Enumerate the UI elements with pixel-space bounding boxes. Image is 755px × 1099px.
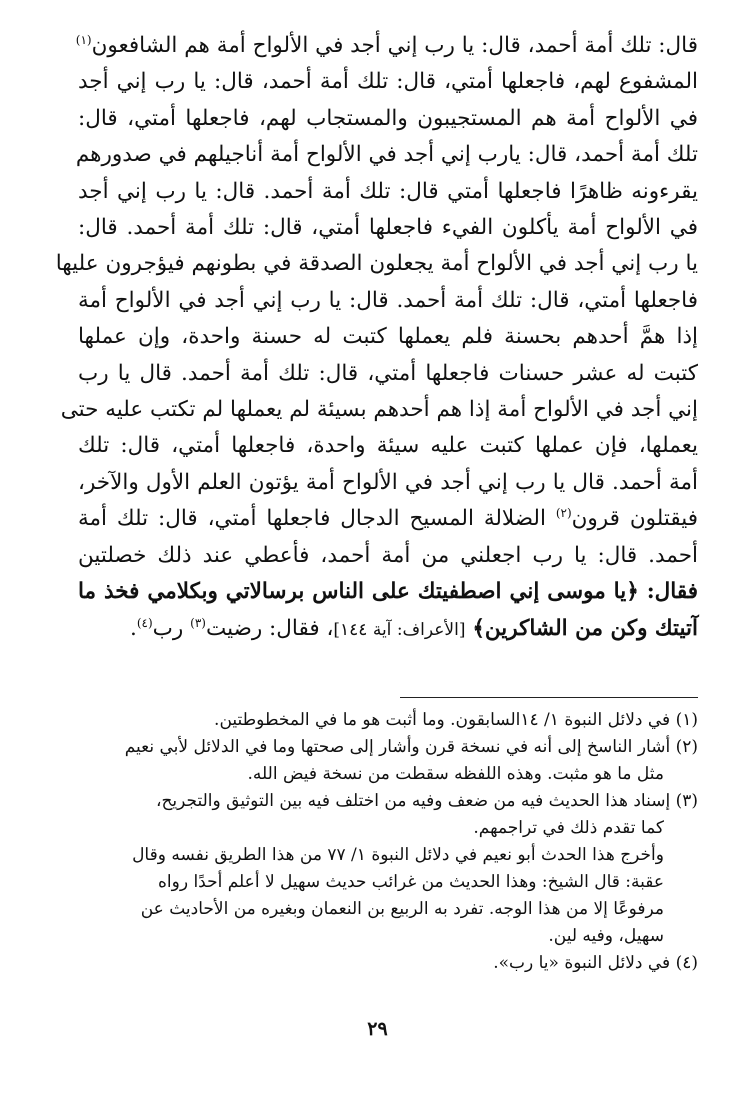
main-text	[55, 28, 698, 648]
footnote-line: مرفوعًا إلا من هذا الوجه. تفرد به الربيع بن النعمان وبغيره من الأحاديث عن	[140, 899, 664, 919]
footnote-line	[85, 734, 698, 761]
text-line: المشفوع لهم، فاجعلها أمتي، قال: تلك أمة أحمد، قال: يا رب إني أجد	[78, 69, 698, 95]
footnote-line: وأخرج هذا الحدث أبو نعيم في دلائل النبوة ١/ ٧٧ من هذا الطريق نفسه وقال	[132, 845, 664, 865]
text-segment: الضلالة المسيح الدجال فاجعلها أمتي، قال: تلك أمة	[78, 506, 546, 532]
footnotes	[85, 707, 698, 977]
text-line: أمة أحمد. قال يا رب إني أجد في الألواح أمة يؤتون العلم الأول والآخر،	[78, 469, 698, 495]
text-line	[78, 501, 698, 537]
quran-verse-end: آتيتك وكن من الشاكرين﴾	[472, 615, 698, 641]
verse-citation: [الأعراف: آية ١٤٤]	[333, 619, 466, 640]
footnote-4	[85, 950, 698, 977]
footnote-line: كما تقدم ذلك في تراجمهم.	[473, 818, 664, 838]
page-number: ٢٩	[367, 1018, 388, 1040]
footnote-ref-2[interactable]: (٢)	[555, 506, 572, 521]
footnote-2	[85, 734, 698, 788]
text-line: فاجعلها أمتي، قال: تلك أمة أحمد. قال: يا رب إني أجد في الألواح أمة	[78, 287, 698, 313]
text-segment: ، فقال: رضيت	[205, 615, 334, 641]
footnote-text: في دلائل النبوة «يا رب».	[493, 953, 671, 973]
footnote-number: (١)	[675, 710, 698, 730]
footnote-number: (٢)	[675, 737, 698, 757]
text-line: في الألواح أمة يأكلون الفيء فاجعلها أمتي، قال: تلك أمة أحمد. قال:	[78, 215, 698, 241]
text-segment: فيقتلون قرون	[571, 506, 698, 532]
footnote-line	[85, 950, 698, 977]
text-line: إني أجد في الألواح أمة إذا هم أحدهم بسيئة لم يعملها لم تكتب عليه حتى	[60, 397, 698, 423]
footnote-line: مثل ما هو مثبت. وهذه اللفظه سقطت من نسخة فيض الله.	[247, 764, 664, 784]
footnote-text: إسناد هذا الحديث فيه من ضعف وفيه من اختلف فيه بين التوثيق والتجريح،	[155, 791, 671, 811]
text-segment: قال: تلك أمة أحمد، قال: يا رب إني أجد في الألواح أمة هم الشافعون	[91, 33, 698, 58]
footnote-number: (٤)	[675, 953, 698, 973]
text-line: يقرءونه ظاهرًا فاجعلها أمتي قال: تلك أمة أحمد. قال: يا رب إني أجد	[78, 178, 698, 204]
footnote-line	[85, 788, 698, 815]
text-line	[78, 611, 698, 648]
text-line: في الألواح أمة هم المستجيبون والمستجاب لهم، فاجعلها أمتي، قال:	[78, 105, 698, 131]
footnote-separator	[400, 697, 698, 698]
text-segment: رب	[152, 615, 184, 641]
footnote-1	[85, 707, 698, 734]
text-line: يعملها، فإن عملها كتبت عليه سيئة واحدة، فاجعلها أمتي، قال: تلك	[78, 433, 698, 459]
footnote-number: (٣)	[675, 791, 698, 811]
footnote-line: سهيل، وفيه لين.	[548, 926, 664, 946]
quran-verse-line: فقال: ﴿يا موسى إني اصطفيتك على الناس برسالاتي وبكلامي فخذ ما	[78, 579, 698, 605]
text-line	[75, 28, 698, 64]
text-segment: .	[130, 615, 137, 641]
footnote-ref-3[interactable]: (٣)	[190, 615, 206, 630]
footnote-ref-4[interactable]: (٤)	[136, 615, 153, 630]
text-line: يا رب إني أجد في الألواح أمة يجعلون الصدقة في بطونهم فيؤجرون عليها	[55, 251, 698, 277]
text-line: إذا همَّ أحدهم بحسنة فلم يعملها كتبت له حسنة واحدة، وإن عملها	[78, 324, 698, 350]
text-line: أحمد. قال: يا رب اجعلني من أمة أحمد، فأعطي عند ذلك خصلتين	[78, 542, 698, 568]
footnote-text: في دلائل النبوة ١/ ١٤السابقون. وما أثبت هو ما في المخطوطتين.	[214, 710, 671, 730]
footnote-line: عقبة: قال الشيخ: وهذا الحديث من غرائب حديث سهيل لا أعلم أحدًا رواه	[158, 872, 664, 892]
text-line: تلك أمة أحمد، قال: يارب إني أجد في الألواح أمة أناجيلهم في صدورهم	[75, 142, 698, 168]
text-line: كتبت له عشر حسنات فاجعلها أمتي، قال: تلك أمة أحمد. قال يا رب	[78, 360, 698, 386]
footnote-ref-1[interactable]: (١)	[75, 32, 92, 47]
footnote-3	[85, 788, 698, 950]
footnote-line	[85, 707, 698, 734]
footnote-text: أشار الناسخ إلى أنه في نسخة قرن وأشار إلى صحتها وما في الدلائل لأبي نعيم	[124, 737, 671, 757]
